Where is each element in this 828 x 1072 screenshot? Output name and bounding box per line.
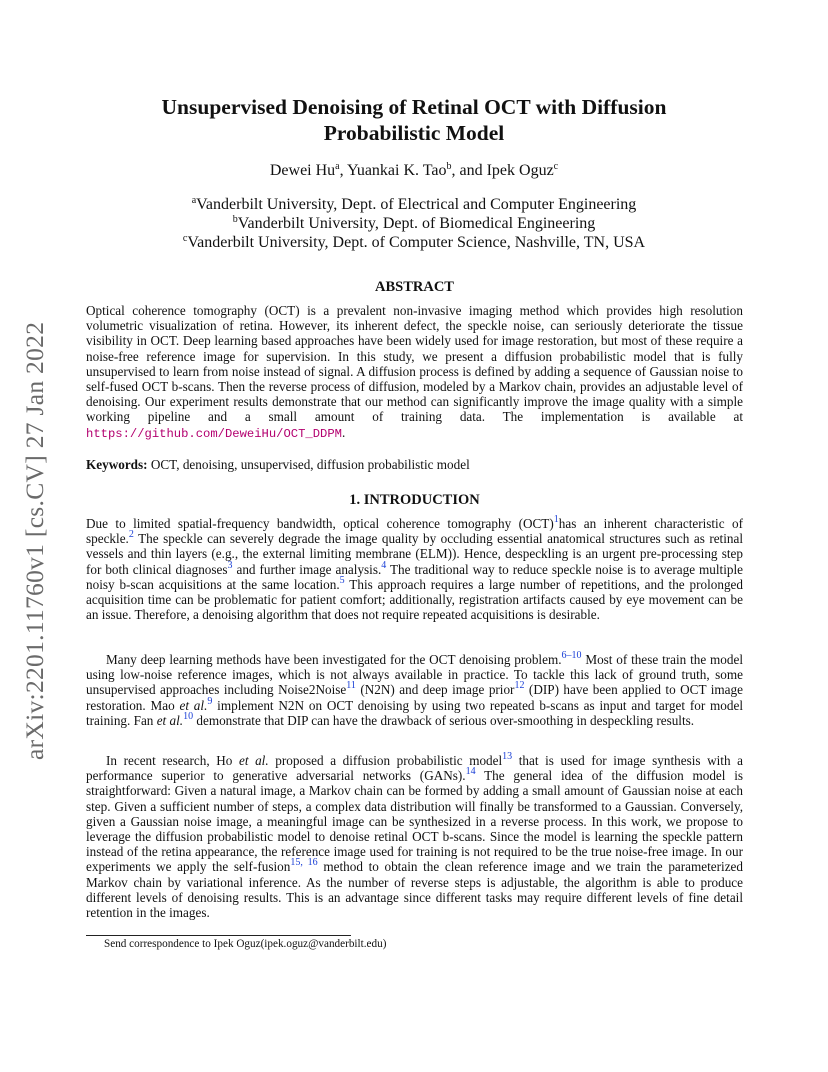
citation-link[interactable]: 4 bbox=[381, 559, 387, 571]
keywords: Keywords: OCT, denoising, unsupervised, diffusion probabilistic model bbox=[86, 457, 470, 472]
paper-title bbox=[0, 94, 828, 146]
abstract-heading: ABSTRACT bbox=[375, 279, 454, 295]
affil-mark: b bbox=[446, 161, 452, 172]
intro-paragraph-3: In recent research, Ho et al. proposed a diffusion probabilistic model$^{13}$ that is used for image synthesis with a performance superior to generative adversarial networks (GANs).$^{14}$ The general idea of the diffusion model is straightforward: Given a natural image, a Markov chain can be formed by adding a small amount of Gaussian noise at each step. Given a sufficient number of steps, a complex data distribution will finally be transformed to a Gaussian. Conversely, given a Gaussian noise image, a meaningful image can be synthesized in a reverse process. In this work, we propose to leverage the diffusion probabilistic model to denoise retinal OCT b-scans. Since the model is learning the speckle pattern instead of the retina appearance, the reference image used for training is not required to be the true noise-free image. In our experiments we apply the self-fusion$^{15, 16}$ method to obtain the clean reference image and we train the parameterized Markov chain by variational inference. As the number of reverse steps is adjustable, the algorithm is able to produce different levels of denoising results. This is an advantage since different tasks may require different levels of fine detail retention in the images. bbox=[86, 751, 744, 921]
author-name: , and Ipek Oguz bbox=[451, 162, 554, 179]
footnote-correspondence: Send correspondence to Ipek Oguz(ipek.oguz@vanderbilt.edu) bbox=[104, 938, 387, 950]
citation-link[interactable]: 12 bbox=[514, 680, 525, 692]
affiliation-a: $^a$Vanderbilt University, Dept. of Electrical and Computer Engineering bbox=[191, 195, 637, 213]
affiliation-c: $^c$Vanderbilt University, Dept. of Computer Science, Nashville, TN, USA bbox=[182, 233, 646, 251]
title-line-2: Probabilistic Model bbox=[323, 121, 505, 145]
abstract-text: Optical coherence tomography (OCT) is a prevalent non-invasive imaging method which provides high resolution volumetric visualization of retina. However, its inherent defect, the speckle noise, can seriously deteriorate the tissue visibility in OCT. Deep learning based approaches have been widely used for image restoration, but most of these require a noise-free reference image for supervision. In this study, we present a diffusion probabilistic model that is fully unsupervised to learn from noise instead of signal. A diffusion process is defined by adding a sequence of Gaussian noise to self-fused OCT b-scans. Then the reverse process of diffusion, modeled by a Markov chain, provides an adjustable level of denoising. Our experiment results demonstrate that our method can significantly improve the image quality with a simple working pipeline and a small amount of training data. The implementation is available at https://github.com/DeweiHu/OCT_DDPM. bbox=[86, 303, 743, 441]
affiliation-b: $^b$Vanderbilt University, Dept. of Biomedical Engineering bbox=[232, 214, 596, 232]
citation-link[interactable]: 3 bbox=[227, 559, 233, 571]
citation-link[interactable]: 2 bbox=[128, 529, 134, 541]
citation-link[interactable]: 1 bbox=[553, 514, 559, 525]
title-line-1: Unsupervised Denoising of Retinal OCT with Diffusion bbox=[161, 95, 667, 119]
citation-link[interactable]: 5 bbox=[339, 574, 345, 586]
arxiv-id-text: arXiv:2201.11760v1 [cs.CV] 27 Jan 2022 bbox=[20, 321, 49, 760]
author-name: Dewei Hu bbox=[269, 162, 336, 179]
citation-link[interactable]: 10 bbox=[183, 710, 194, 722]
footnote-rule bbox=[86, 935, 351, 936]
citation-link[interactable]: 11 bbox=[346, 680, 356, 692]
citation-link[interactable]: 6–10 bbox=[561, 650, 582, 661]
section-heading-introduction: 1. INTRODUCTION bbox=[349, 492, 480, 508]
author-name: , Yuankai K. Tao bbox=[339, 162, 447, 179]
affiliations bbox=[0, 195, 828, 252]
intro-paragraph-1: Due to limited spatial-frequency bandwidth, optical coherence tomography (OCT)$^1$has an inherent characteristic of speckle.$^2$ The speckle can severely degrade the image quality by occluding essential anatomical structures such as retinal vessels and thin layers (e.g., the external limiting membrane (ELM)). Hence, despeckling is an urgent pre-processing step for both clinical diagnoses$^3$ and further image analysis.$^4$ The traditional way to reduce speckle noise is to average multiple noisy b-scan acquisitions at the same location.$^5$ This approach requires a large number of repetitions, and the prolonged acquisition time can be problematic for patient comfort; additionally, registration artifacts caused by eye movement can be an issue. Therefore, a denoising algorithm that does not require repeated acquisitions is desirable. bbox=[86, 514, 743, 623]
arxiv-identifier bbox=[20, 290, 60, 760]
code-link[interactable]: https://github.com/DeweiHu/OCT_DDPM bbox=[86, 426, 342, 441]
affil-mark: c bbox=[553, 161, 559, 172]
citation-link[interactable]: 14 bbox=[465, 766, 476, 778]
citation-link[interactable]: 15, 16 bbox=[290, 857, 318, 869]
author-list bbox=[0, 162, 828, 180]
affil-mark: a bbox=[335, 161, 340, 172]
intro-paragraph-2: Many deep learning methods have been investigated for the OCT denoising problem.$^{6-10}$ Most of these train the model using low-noise reference images, which is not always available in practice. To tackle this lack of ground truth, some unsupervised approaches including Noise2Noise$^{11}$ (N2N) and deep image prior$^{12}$ (DIP) have been applied to OCT image restoration. Mao et al.$^9$ implement N2N on OCT denoising by using two repeated b-scans as input and target for model training. Fan et al.$^{10}$ demonstrate that DIP can have the drawback of serious over-smoothing in despeckling results. bbox=[86, 650, 743, 728]
citation-link[interactable]: 9 bbox=[207, 695, 213, 707]
citation-link[interactable]: 13 bbox=[502, 751, 513, 762]
